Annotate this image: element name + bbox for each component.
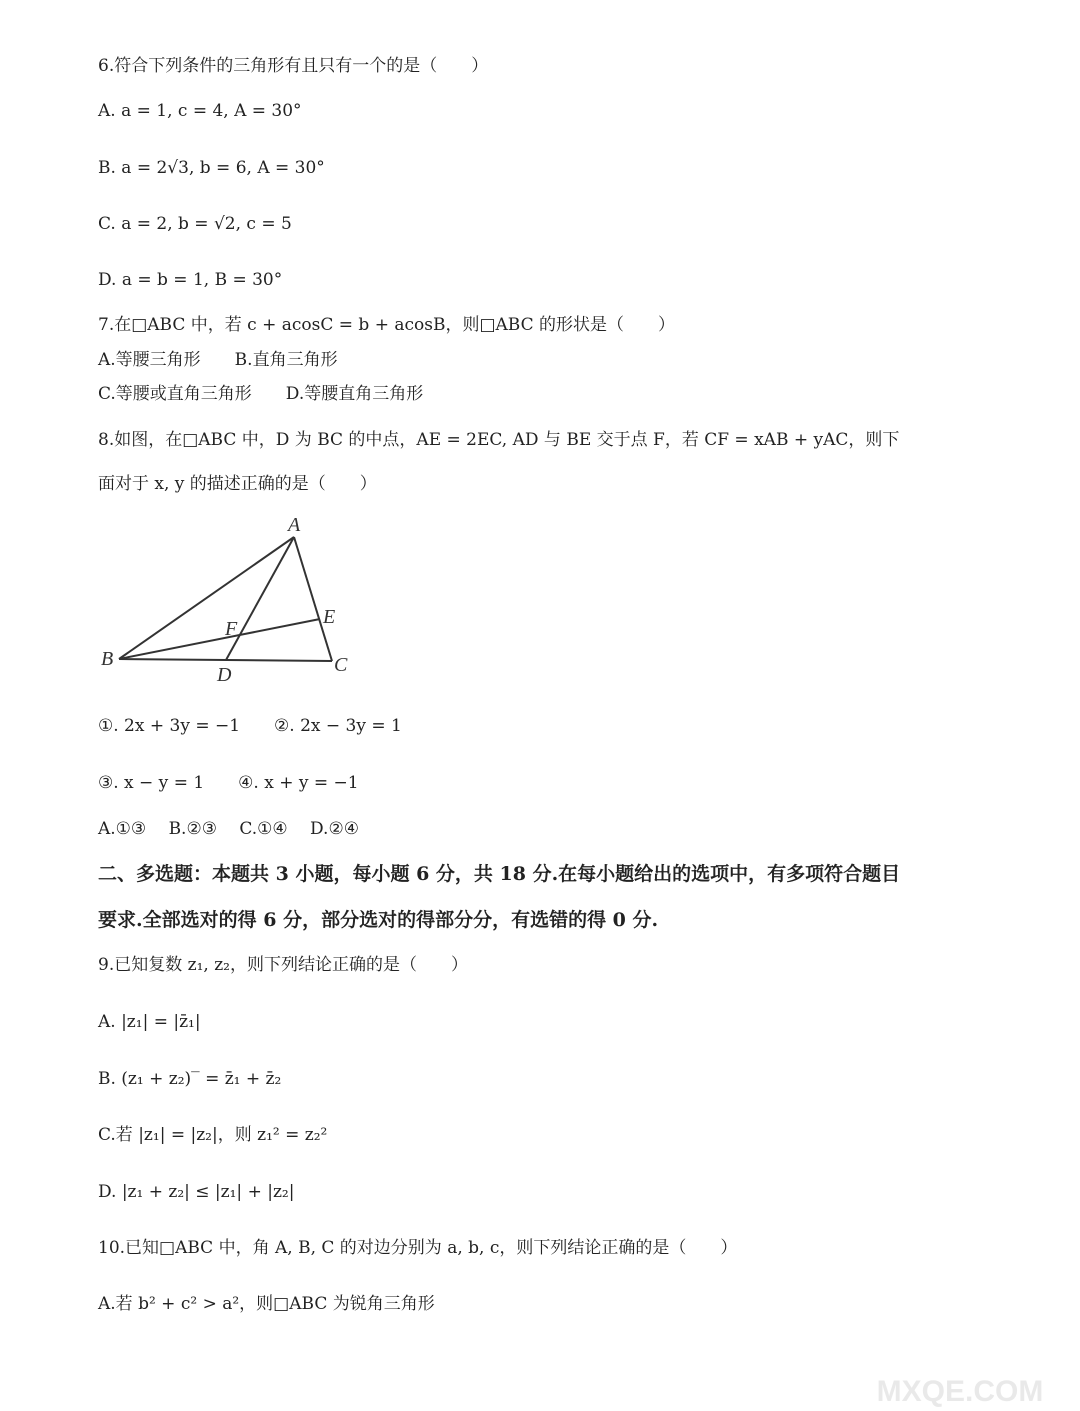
q6-option-c: C. a = 2, b = √2, c = 5 [98,214,292,234]
q6-option-b: B. a = 2√3, b = 6, A = 30° [98,158,325,178]
label-e: E [323,606,336,628]
q9-stem: 9.已知复数 z₁, z₂，则下列结论正确的是（ ） [98,955,468,975]
triangle-figure [95,508,365,688]
q7-options-row2: C.等腰或直角三角形 D.等腰直角三角形 [98,384,424,404]
label-d: D [217,664,232,686]
q9-option-b: B. (z₁ + z₂)‾ = z̄₁ + z̄₂ [98,1069,282,1089]
q9-option-d: D. |z₁ + z₂| ≤ |z₁| + |z₂| [98,1182,295,1202]
q7-options-row1: A.等腰三角形 B.直角三角形 [98,350,338,370]
section2-heading-line2: 要求.全部选对的得 6 分，部分选对的得部分分，有选错的得 0 分. [98,909,659,931]
q6-option-d: D. a = b = 1, B = 30° [98,270,283,290]
label-c: C [334,654,348,676]
label-a: A [288,514,301,536]
q8-options: A.①③ B.②③ C.①④ D.②④ [98,819,359,839]
q8-statements-row2: ③. x − y = 1 ④. x + y = −1 [98,773,359,793]
q9-option-c: C.若 |z₁| = |z₂|，则 z₁² = z₂² [98,1125,328,1145]
q7-stem: 7.在□ABC 中，若 c + acosC = b + acosB，则□ABC 的形状是（ ） [98,315,676,335]
q8-stem-line2: 面对于 x, y 的描述正确的是（ ） [98,474,377,494]
watermark-logo [860,1321,1060,1411]
q8-statements-row1: ①. 2x + 3y = −1 ②. 2x − 3y = 1 [98,716,402,736]
edge-ac [294,537,332,661]
q9-option-a: A. |z₁| = |z̄₁| [98,1012,201,1032]
q6-option-a: A. a = 1, c = 4, A = 30° [98,101,302,121]
q10-stem: 10.已知□ABC 中，角 A, B, C 的对边分别为 a, b, c，则下列结论正确的是（ ） [98,1238,738,1258]
q8-stem-line1: 8.如图，在□ABC 中，D 为 BC 的中点，AE = 2EC, AD 与 BE 交于点 F，若 CF = xAB + yAC，则下 [98,430,900,450]
label-f: F [225,618,238,640]
watermark-text: MXQE.COM [876,1375,1044,1408]
section2-heading-line1: 二、多选题：本题共 3 小题，每小题 6 分，共 18 分.在每小题给出的选项中，有多项符合题目 [98,863,901,885]
q6-stem: 6.符合下列条件的三角形有且只有一个的是（ ） [98,56,489,76]
segment-ad [226,537,294,660]
q10-option-a: A.若 b² + c² > a²，则□ABC 为锐角三角形 [98,1294,435,1314]
label-b: B [101,648,114,670]
